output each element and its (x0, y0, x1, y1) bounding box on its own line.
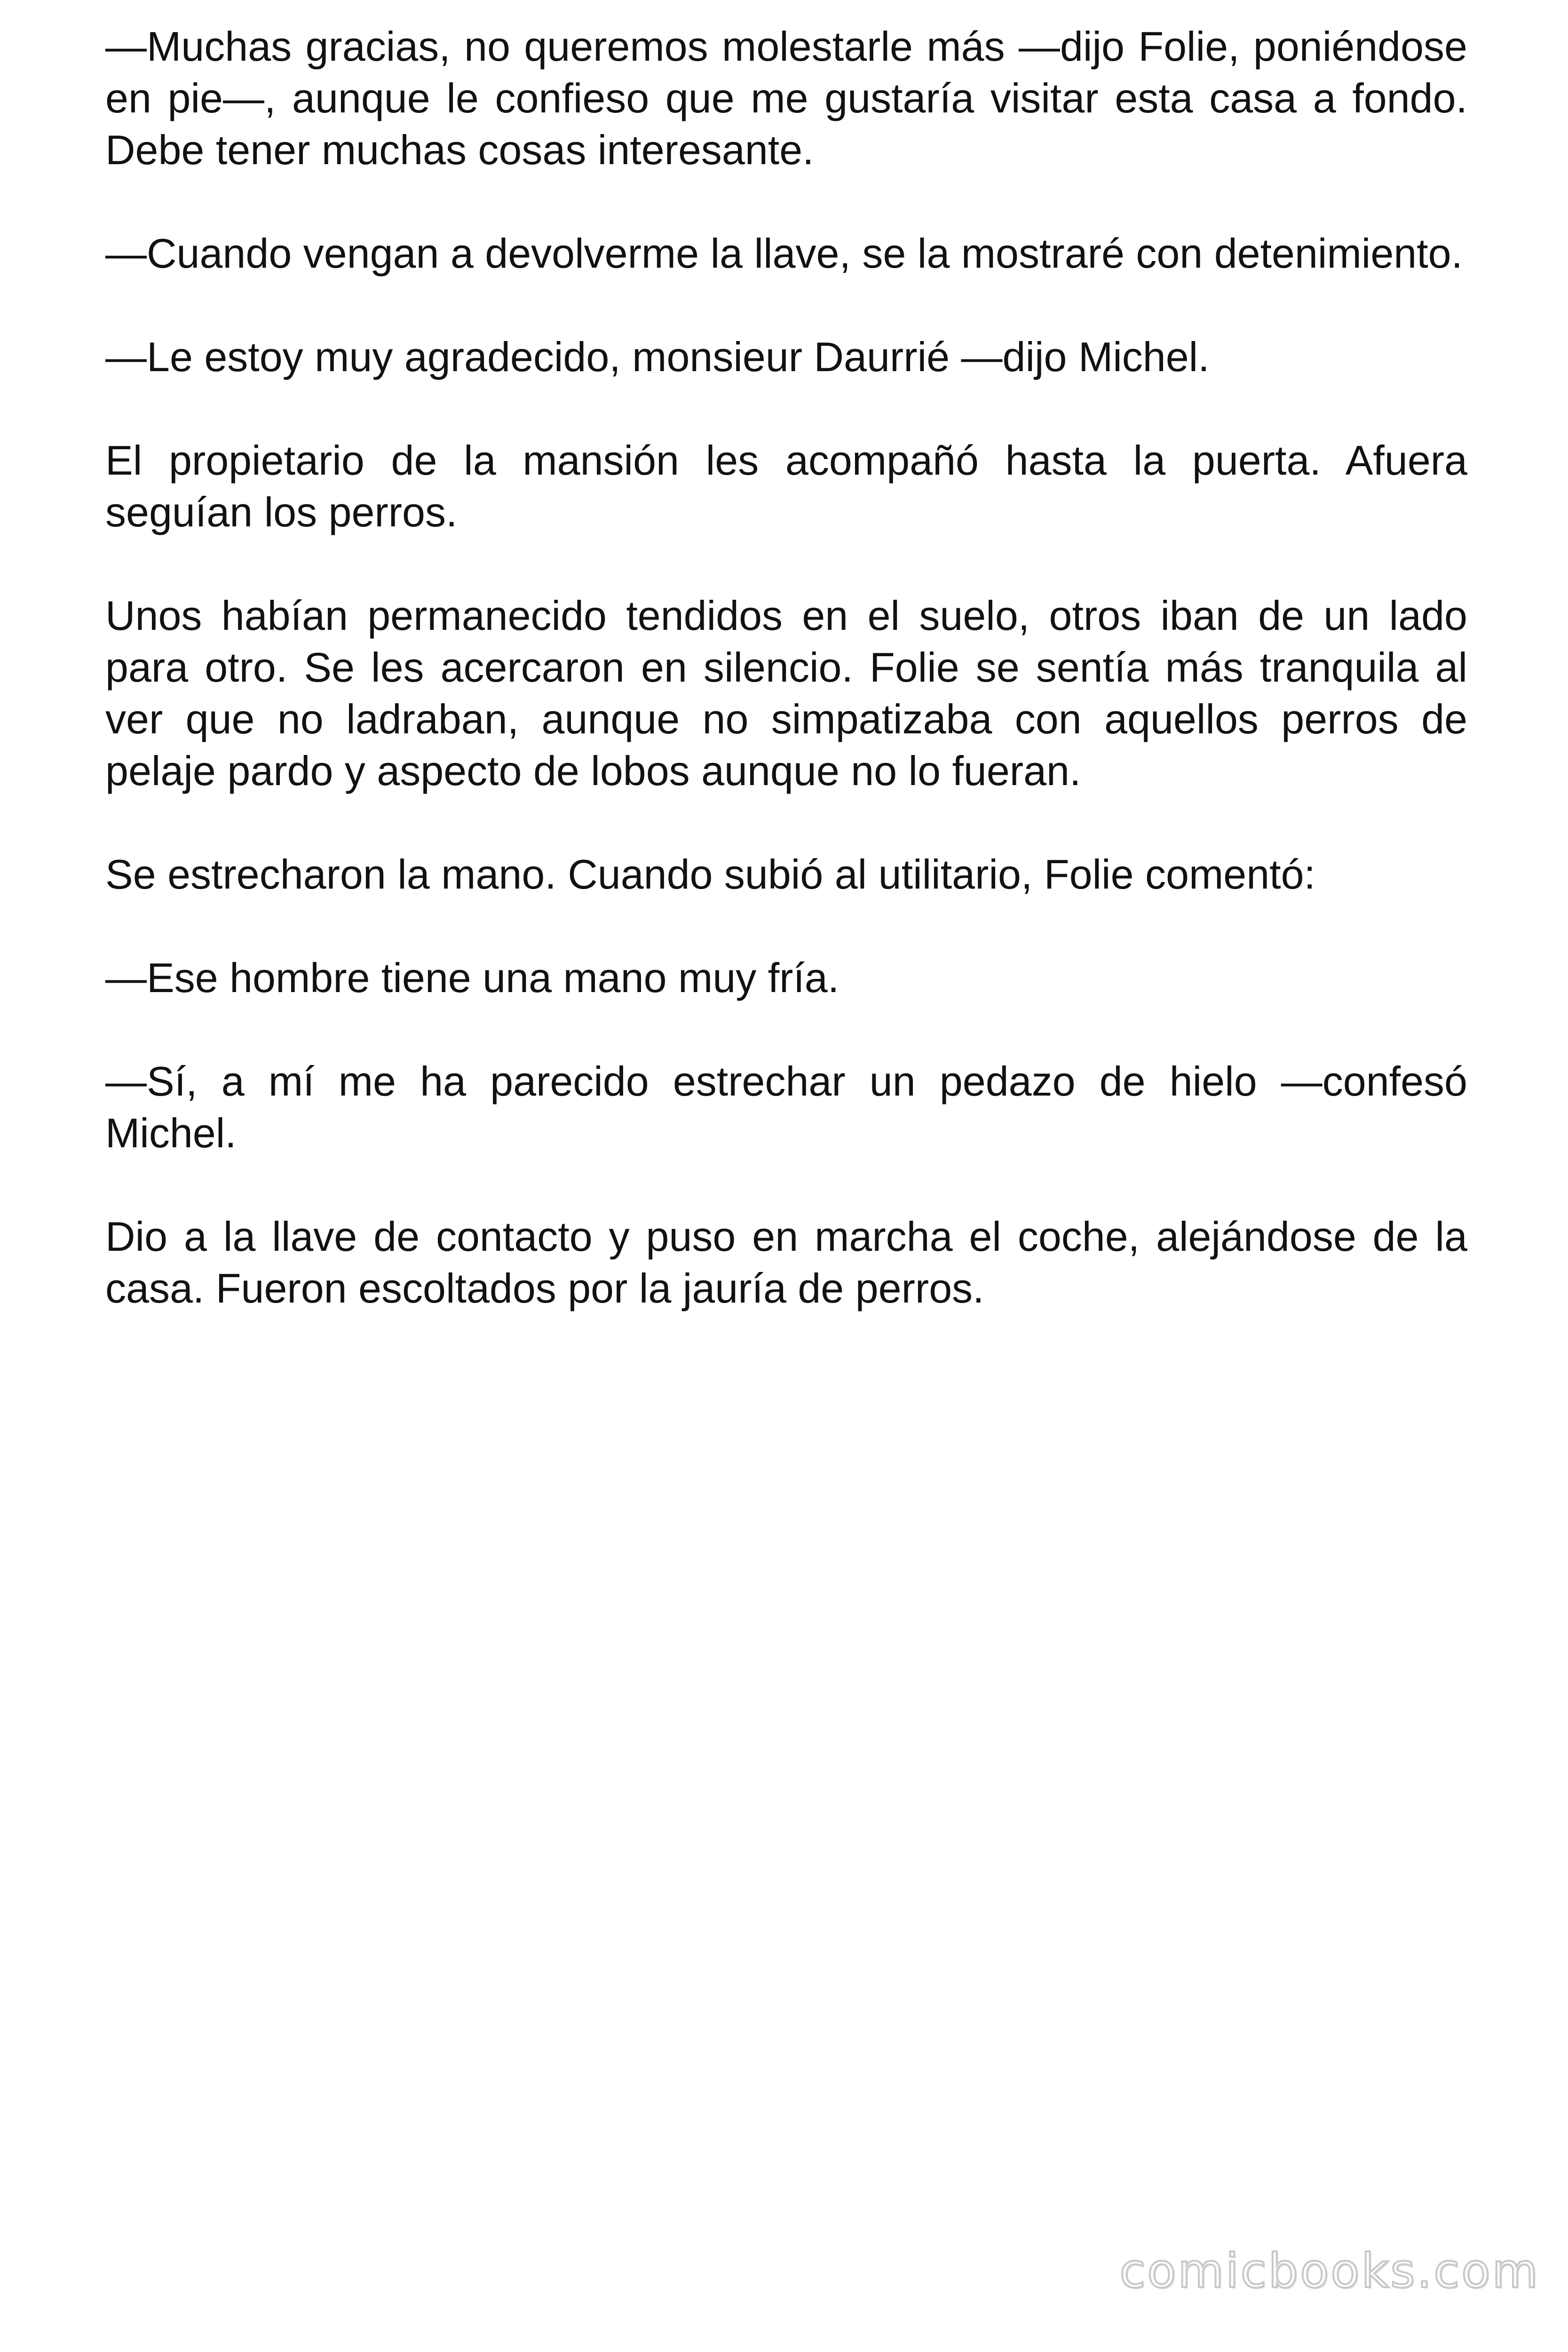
watermark-text: comicbooks.com (1119, 2243, 1540, 2298)
paragraph-2: —Cuando vengan a devolverme la llave, se la mostraré con detenimiento. (105, 230, 1463, 277)
text-column (105, 21, 1467, 1366)
paragraph-5: Unos habían permanecido tendidos en el suelo, otros iban de un lado para otro. Se les acercaron en silencio. Folie se sentía más tranquila al ver que no ladraban, aunque no simpatizaba con aquellos perros de pelaje pardo y aspecto de lobos aunque no lo fueran. (105, 592, 1467, 794)
paragraph-1: —Muchas gracias, no queremos molestarle más —dijo Folie, poniéndose en pie—, aunque le confieso que me gustaría visitar esta casa a fondo. Debe tener muchas cosas interesante. (105, 23, 1467, 173)
paragraph-3: —Le estoy muy agradecido, monsieur Daurrié —dijo Michel. (105, 334, 1210, 380)
paragraph-8: —Sí, a mí me ha parecido estrechar un pedazo de hielo —confesó Michel. (105, 1058, 1467, 1156)
paragraph-4: El propietario de la mansión les acompañó hasta la puerta. Afuera seguían los perros. (105, 437, 1467, 535)
paragraph-9: Dio a la llave de contacto y puso en marcha el coche, alejándose de la casa. Fueron escoltados por la jauría de perros. (105, 1213, 1467, 1311)
paragraph-6: Se estrecharon la mano. Cuando subió al utilitario, Folie comentó: (105, 851, 1315, 898)
paragraph-7: —Ese hombre tiene una mano muy fría. (105, 954, 839, 1001)
